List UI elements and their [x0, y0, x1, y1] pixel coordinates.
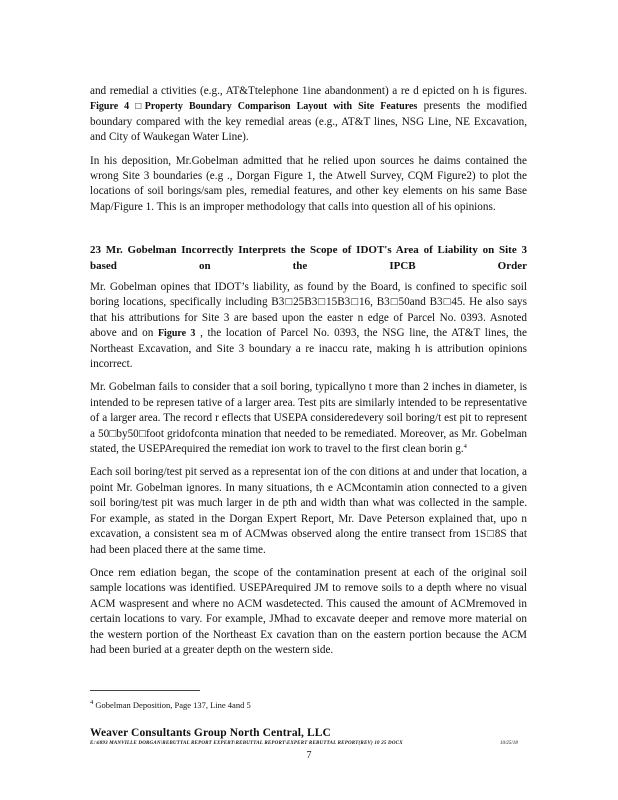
- paragraph-soil-boring-text: Mr. Gobelman fails to consider that a soil boring, typicallyno t more than 2 inches in diameter, is intended to be represen tative of a larger area. Test pits are similarly intended to be representative of a larger area. The record r eflects that USEPA consideredevery soil boring/t est pit to represent a 50□by50□foot gridofconta mination that needed to be remediated. Moreover, as Mr. Gobelman stated, the USEPArequired the remediat ion work to travel to the first clean borin g.: [90, 381, 527, 456]
- paragraph-liability-text-a: Mr. Gobelman opines that IDOT’s liability, as found by the Board, is confined to specific soil boring locations, specifically including B3□25B3□15B3□16, B3□50and B3□45. He also says that his attributions for Site 3 are based upon the easter n edge of Parcel No. 0393. Asnoted above and on: [90, 281, 527, 340]
- footnote-number: 4: [90, 699, 94, 706]
- footer-file-path: E:\6893 MANVILLE DORGAN\REBUTTAL REPORT EXPERT\REBUTTAL REPORT\EXPERT REBUTTAL REPORT(REV) 10 25 DOCX: [90, 741, 403, 746]
- paragraph-remediation: Once rem ediation began, the scope of the contamination present at each of the original soil sample locations was identified. USEPArequired JM to remove soils to a depth where no visual ACM waspresent and where no ACM wasdetected. This caused the amount of ACMremoved in certain locations to vary. For example, JMhad to excavate deeper and remove more material on the western portion of the Northeast Ex cavation than on the eastern portion because the ACM had been buried at a greater depth on the western side.: [90, 566, 527, 656]
- figure-3-reference: Figure 3: [157, 328, 196, 340]
- paragraph-liability-text-b: , the location of Parcel No. 0393, the NSG line, the AT&T lines, the Northeast Excavation, and Site 3 boundary a re inaccu rate, making h is attribution opinions incorrect.: [90, 327, 527, 371]
- footnote: [90, 700, 251, 711]
- footnote-marker: 4: [463, 443, 467, 451]
- paragraph-figures-text-a: and remedial a ctivities (e.g., AT&Ttelephone 1ine abandonment) a re d epicted on h is figures.: [90, 85, 527, 97]
- footer-date: 10/25/18: [500, 741, 518, 746]
- figure-4-reference: Figure 4 □Property Boundary Comparison Layout with Site Features: [90, 101, 418, 113]
- paragraph-figures-text-b: presents the modified boundary compared with the key remedial areas (e.g., AT&T lines, NSG Line, NE Excavation, and City of Waukegan Water Line).: [90, 100, 528, 144]
- footnote-divider: [90, 690, 200, 691]
- page-number: 7: [306, 750, 312, 761]
- body-section-bottom: [90, 280, 527, 658]
- body-section-top: [90, 84, 527, 215]
- paragraph-liability: [90, 280, 527, 372]
- paragraph-soil-boring: [90, 380, 527, 457]
- section-heading: 23 Mr. Gobelman Incorrectly Interprets the Scope of IDOT's Area of Liability on Site 3 based on the IPCB Order: [90, 244, 527, 272]
- paragraph-figures: [90, 84, 527, 146]
- paragraph-deposition: In his deposition, Mr.Gobelman admitted that he relied upon sources he daims contained the wrong Site 3 boundaries (e.g ., Dorgan Figure 1, the Atwell Survey, CQM Figure2) to plot the locations of soil borings/sam ples, remedial features, and other key elements on his same Base Map/Figure 1. This is an improper methodology that calls into question all of his opinions.: [90, 154, 527, 213]
- footnote-text: Gobelman Deposition, Page 137, Line 4and 5: [93, 700, 251, 710]
- footer-company-name: Weaver Consultants Group North Central, LLC: [90, 727, 331, 739]
- paragraph-test-pit: Each soil boring/test pit served as a representat ion of the con ditions at and under that location, a point Mr. Gobelman ignores. In many situations, th e ACMcontamin ation connected to a given soil boring/test pit was much larger in de pth and width than what was collected in the sample. For example, as stated in the Dorgan Expert Report, Mr. Dave Peterson explained that, upo n excavation, a consistent sea m of ACMwas observed along the entire transect from 1S□8S that had been placed there at the same time.: [90, 466, 527, 556]
